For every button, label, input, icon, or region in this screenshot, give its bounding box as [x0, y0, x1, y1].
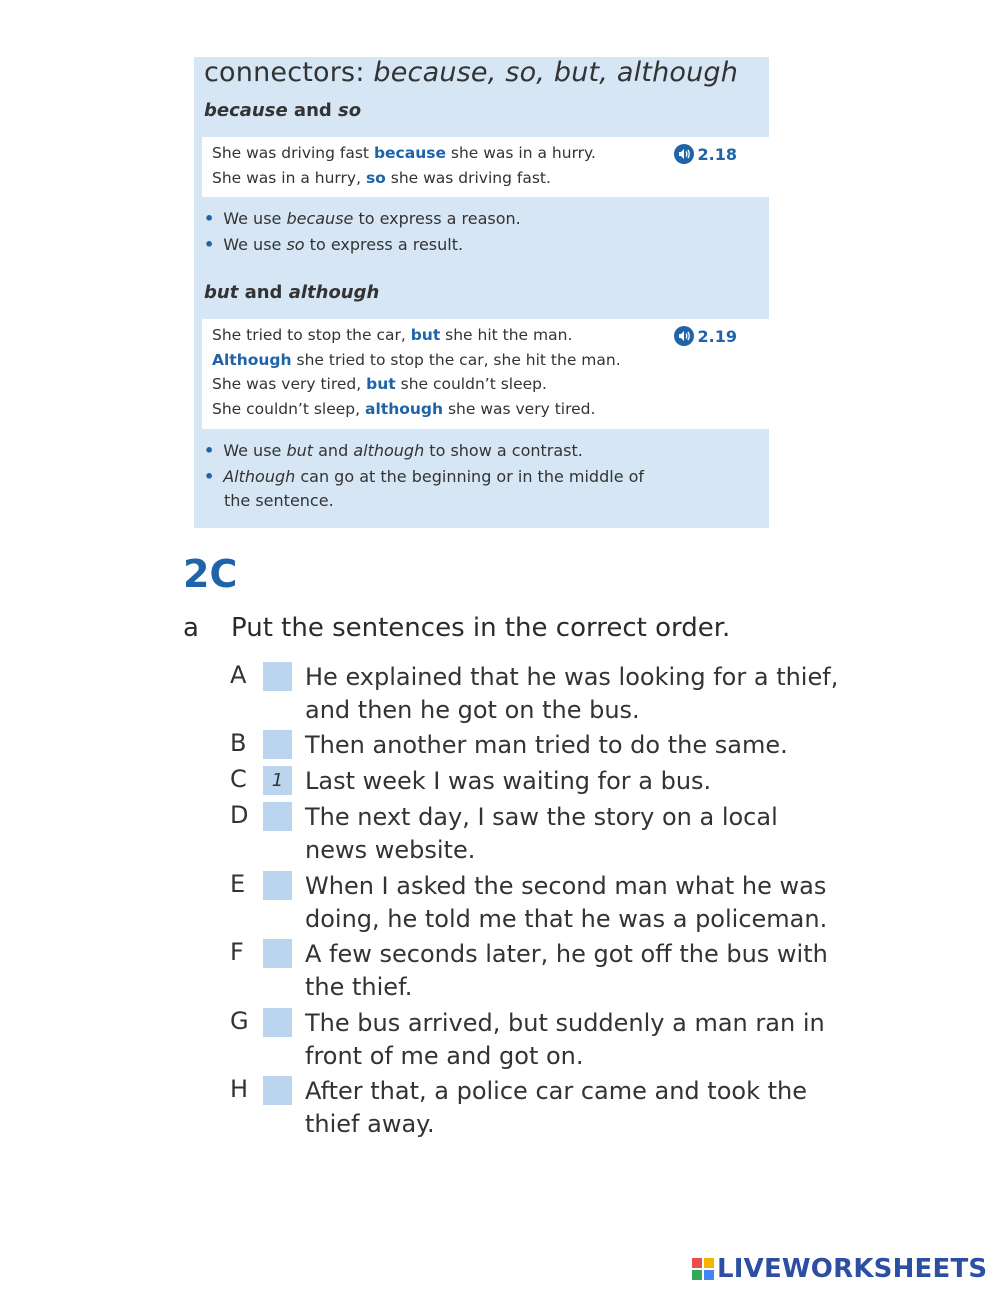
- bullet-dot: •: [204, 441, 215, 460]
- example-keyword: because: [373, 144, 446, 162]
- bullet-continuation: [224, 491, 334, 510]
- sentence-line: front of me and got on.: [305, 1042, 584, 1070]
- grammar-box: [194, 57, 769, 528]
- section1-heading-part2: so: [338, 100, 362, 121]
- sentence-line: A few seconds later, he got off the bus with: [305, 940, 828, 968]
- answer-box[interactable]: [263, 730, 292, 759]
- sentence-line: thief away.: [305, 1110, 435, 1138]
- bullet-text: to show a contrast.: [424, 441, 583, 460]
- bullet-item: [204, 235, 463, 254]
- sentence-letter: B: [230, 729, 247, 757]
- answer-box[interactable]: [263, 871, 292, 900]
- section1-heading-mid: and: [287, 100, 339, 121]
- example-line: [212, 351, 621, 369]
- bullet-text: and: [313, 441, 354, 460]
- sentence-line: the thief.: [305, 973, 413, 1001]
- sentence-line: When I asked the second man what he was: [305, 872, 827, 900]
- answer-box[interactable]: [263, 1076, 292, 1105]
- sentence-text: [305, 1007, 825, 1073]
- bullet-italic: Although: [223, 467, 296, 486]
- sentence-letter: A: [230, 661, 247, 689]
- bullet-dot: •: [204, 209, 215, 228]
- speaker-icon: [674, 144, 694, 164]
- example-text: She tried to stop the car,: [212, 326, 411, 344]
- logo-square: [692, 1258, 702, 1268]
- audio-track-number: 2.19: [697, 326, 737, 346]
- example-text: she tried to stop the car, she hit the man.: [291, 351, 621, 369]
- sentence-line: and then he got on the bus.: [305, 696, 640, 724]
- sentence-letter: E: [230, 870, 246, 898]
- section2-heading: [204, 282, 379, 303]
- answer-box[interactable]: 1: [263, 766, 292, 795]
- answer-box[interactable]: [263, 802, 292, 831]
- sentence-letter: D: [230, 801, 249, 829]
- bullet-dot: •: [204, 235, 215, 254]
- bullet-item: [204, 441, 583, 460]
- example-text: she was very tired.: [443, 400, 596, 418]
- sentence-letter: H: [230, 1075, 249, 1103]
- example-text: she was in a hurry.: [445, 144, 596, 162]
- example-line: [212, 144, 596, 162]
- sentence-text: [305, 870, 827, 936]
- audio-track-number: 2.18: [697, 144, 737, 164]
- logo-icon: [692, 1258, 714, 1280]
- example-line: [212, 326, 572, 344]
- sentence-line: The next day, I saw the story on a local: [305, 803, 778, 831]
- example-text: she couldn’t sleep.: [395, 375, 547, 393]
- sentence-line: Then another man tried to do the same.: [305, 731, 788, 759]
- question-text: Put the sentences in the correct order.: [231, 613, 731, 643]
- grammar-title-prefix: connectors:: [204, 57, 374, 88]
- sentence-text: [305, 1075, 807, 1141]
- answer-box[interactable]: [263, 662, 292, 691]
- section-label: 2C: [183, 552, 238, 596]
- section1-heading: [204, 100, 361, 121]
- sentence-line: The bus arrived, but suddenly a man ran in: [305, 1009, 825, 1037]
- example-keyword: but: [366, 375, 396, 393]
- sentence-line: He explained that he was looking for a thief,: [305, 663, 839, 691]
- section2-examples-panel: [202, 319, 777, 429]
- audio-button[interactable]: [674, 144, 737, 164]
- example-line: [212, 400, 595, 418]
- speaker-icon: [674, 326, 694, 346]
- sentence-text: [305, 729, 788, 762]
- example-text: she hit the man.: [440, 326, 573, 344]
- bullet-text: can go at the beginning or in the middle of: [295, 467, 645, 486]
- example-keyword: so: [365, 169, 386, 187]
- example-text: She was driving fast: [212, 144, 374, 162]
- grammar-title: [204, 57, 738, 88]
- question-letter: a: [183, 613, 199, 643]
- bullet-text: to express a result.: [304, 235, 464, 254]
- example-text: She was in a hurry,: [212, 169, 366, 187]
- audio-button[interactable]: [674, 326, 737, 346]
- logo-text: LIVEWORKSHEETS: [717, 1254, 988, 1284]
- example-keyword: but: [410, 326, 441, 344]
- example-text: She couldn’t sleep,: [212, 400, 366, 418]
- example-line: [212, 375, 547, 393]
- bullet-text: the sentence.: [224, 491, 334, 510]
- bullet-text: We use: [223, 441, 287, 460]
- sentence-text: [305, 661, 838, 727]
- bullet-item: [204, 209, 521, 228]
- logo-square: [704, 1258, 714, 1268]
- bullet-text: to express a reason.: [353, 209, 521, 228]
- sentence-text: [305, 938, 828, 1004]
- sentence-text: [305, 765, 711, 798]
- section2-heading-mid: and: [238, 282, 289, 303]
- grammar-title-words: because, so, but, although: [373, 57, 739, 88]
- sentence-text: [305, 801, 778, 867]
- sentence-letter: C: [230, 765, 247, 793]
- example-text: She was very tired,: [212, 375, 367, 393]
- section1-examples-panel: [202, 137, 777, 197]
- section2-heading-part1: but: [204, 282, 239, 303]
- answer-box[interactable]: [263, 1008, 292, 1037]
- sentence-letter: G: [230, 1007, 249, 1035]
- logo-square: [704, 1270, 714, 1280]
- example-keyword: although: [365, 400, 444, 418]
- logo-square: [692, 1270, 702, 1280]
- section1-heading-part1: because: [204, 100, 288, 121]
- bullet-italic: although: [353, 441, 425, 460]
- bullet-italic: so: [286, 235, 305, 254]
- sentence-line: doing, he told me that he was a policeman.: [305, 905, 828, 933]
- bullet-text: We use: [223, 235, 287, 254]
- bullet-item: [204, 467, 644, 486]
- section2-heading-part2: although: [288, 282, 380, 303]
- bullet-dot: •: [204, 467, 215, 486]
- bullet-italic: because: [286, 209, 354, 228]
- bullet-italic: but: [286, 441, 314, 460]
- example-text: she was driving fast.: [385, 169, 551, 187]
- example-line: [212, 169, 551, 187]
- bullet-text: We use: [223, 209, 287, 228]
- liveworksheets-logo: [692, 1254, 987, 1284]
- sentence-letter: F: [230, 938, 244, 966]
- answer-box[interactable]: [263, 939, 292, 968]
- example-keyword: Although: [212, 351, 292, 369]
- sentence-line: news website.: [305, 836, 476, 864]
- sentence-line: After that, a police car came and took the: [305, 1077, 807, 1105]
- sentence-line: Last week I was waiting for a bus.: [305, 767, 712, 795]
